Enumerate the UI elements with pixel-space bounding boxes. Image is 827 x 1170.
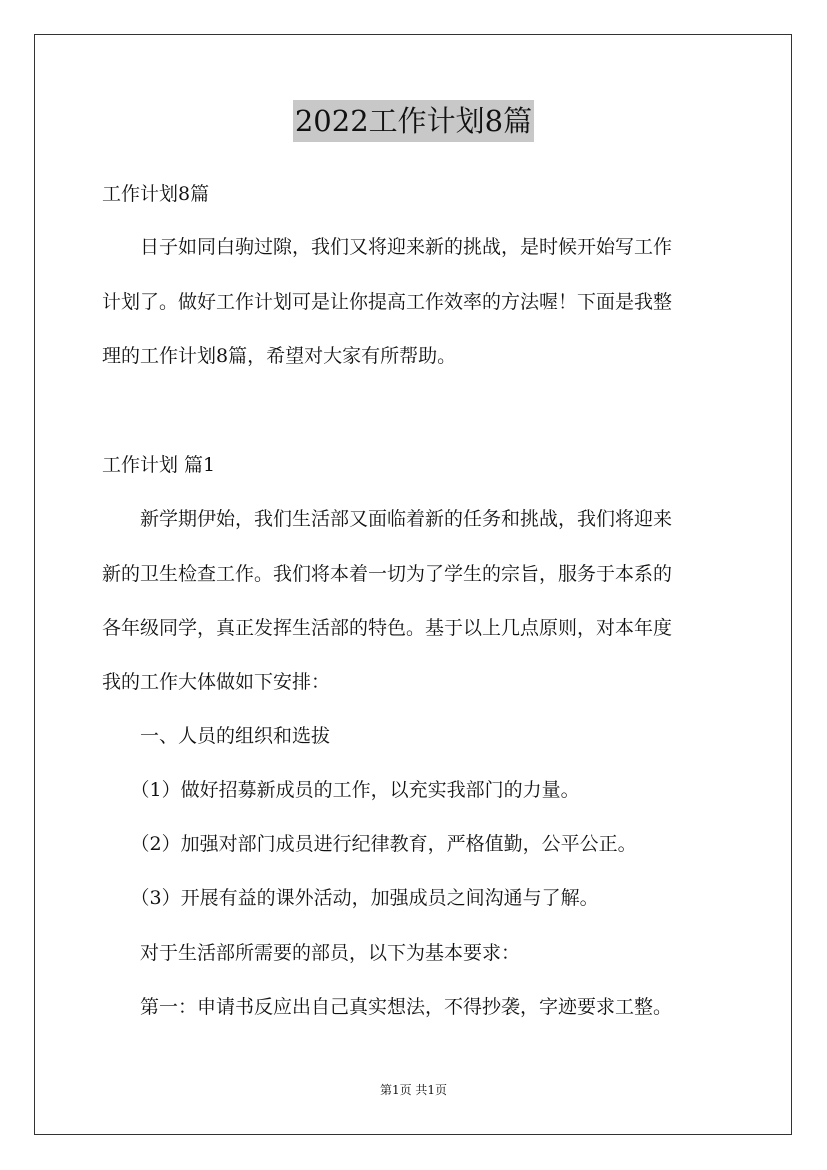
document-title: 2022工作计划8篇 [293, 100, 534, 142]
list-item: （1）做好招募新成员的工作，以充实我部门的力量。 [102, 779, 580, 801]
list-item: （3）开展有益的课外活动，加强成员之间沟通与了解。 [102, 887, 599, 909]
section-heading: 工作计划8篇 [102, 183, 210, 205]
paragraph-line: 第一：申请书反应出自己真实想法，不得抄袭，字迹要求工整。 [102, 996, 673, 1018]
paragraph-line: 日子如同白驹过隙，我们又将迎来新的挑战，是时候开始写工作 [102, 236, 673, 258]
paragraph-line: 对于生活部所需要的部员，以下为基本要求： [102, 942, 521, 964]
list-item: （2）加强对部门成员进行纪律教育，严格值勤，公平公正。 [102, 833, 637, 855]
paragraph-line: 新的卫生检查工作。我们将本着一切为了学生的宗旨，服务于本系的 [102, 563, 673, 585]
section-heading: 工作计划 篇1 [102, 454, 216, 476]
paragraph-line: 理的工作计划8篇，希望对大家有所帮助。 [102, 345, 457, 367]
paragraph-line: 各年级同学，真正发挥生活部的特色。基于以上几点原则，对本年度 [102, 617, 673, 639]
title-wrap [0, 100, 827, 142]
page-footer: 第1页 共1页 [379, 1083, 448, 1097]
paragraph-line: 我的工作大体做如下安排： [102, 671, 331, 693]
paragraph-line: 新学期伊始，我们生活部又面临着新的任务和挑战，我们将迎来 [102, 508, 673, 530]
paragraph-line: 计划了。做好工作计划可是让你提高工作效率的方法喔！下面是我整 [102, 291, 673, 313]
subheading-line: 一、人员的组织和选拔 [102, 725, 331, 747]
